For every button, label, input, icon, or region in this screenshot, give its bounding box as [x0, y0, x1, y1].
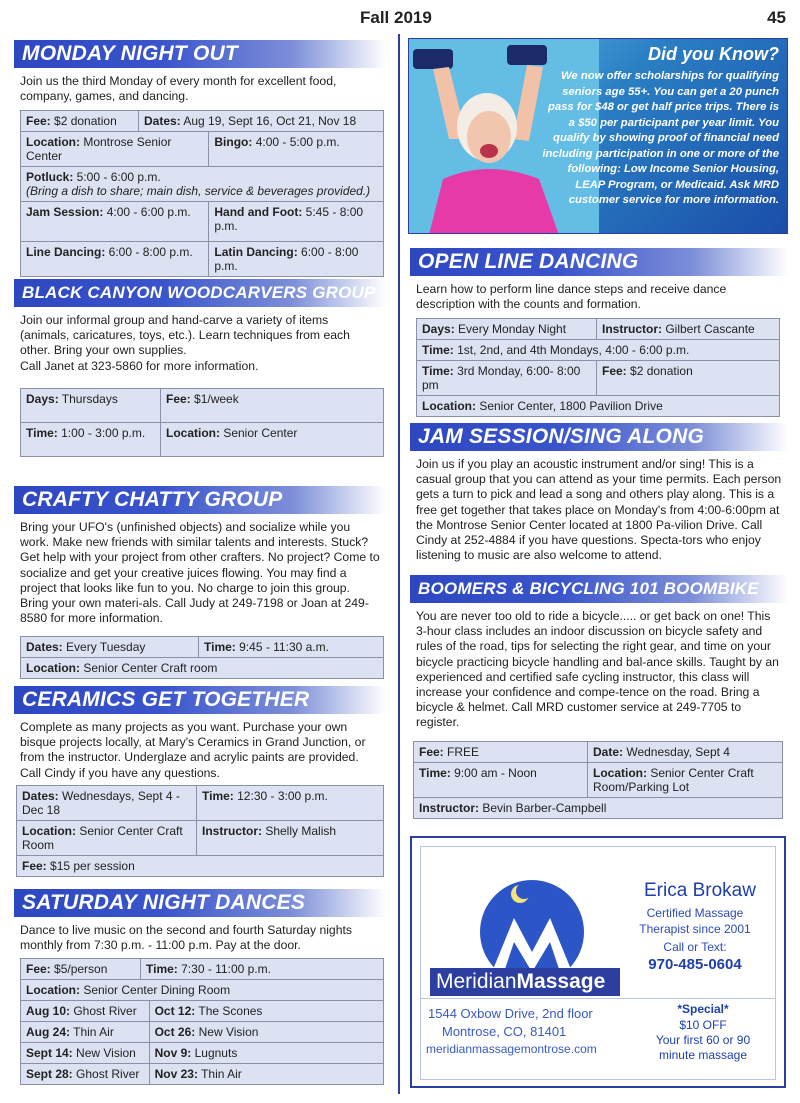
- bingo-cell: Bingo: 4:00 - 5:00 p.m.: [209, 132, 384, 167]
- section-open-line-dancing: [410, 248, 788, 417]
- time-cell: Time: 12:30 - 3:00 p.m.: [197, 785, 384, 820]
- location-cell: Location: Senior Center Craft room: [21, 658, 384, 679]
- certification-line: Certified Massage: [646, 906, 744, 920]
- section-title: MONDAY NIGHT OUT: [14, 40, 386, 68]
- days-cell: Days: Every Monday Night: [417, 319, 597, 340]
- certification-since: Therapist since 2001: [639, 922, 751, 936]
- dance-date-cell: Nov 23: Thin Air: [149, 1064, 383, 1085]
- line-dancing-cell: Line Dancing: 6:00 - 8:00 p.m.: [21, 242, 209, 277]
- did-you-know-title: Did you Know?: [648, 44, 779, 64]
- dance-date-cell: Aug 24: Thin Air: [21, 1022, 150, 1043]
- meridian-massage-wordmark: MeridianMassage: [430, 968, 620, 996]
- time-cell: Time: 1:00 - 3:00 p.m.: [21, 422, 161, 456]
- section-boomers-bicycling: [410, 575, 788, 819]
- location-cell: Location: Senior Center Craft Room/Parking Lot: [588, 762, 783, 797]
- location-cell: Location: Senior Center Craft Room: [17, 820, 197, 855]
- time-cell: Time: 9:00 am - Noon: [414, 762, 588, 797]
- instructor-cell: Instructor: Shelly Malish: [197, 820, 384, 855]
- section-monday-night-out: [14, 40, 386, 277]
- ad-divider: [420, 998, 776, 999]
- dance-date-cell: Aug 10: Ghost River: [21, 1001, 150, 1022]
- location-cell: Location: Senior Center: [161, 422, 384, 456]
- contact-line: Call Janet at 323-5860 for more information.: [20, 358, 259, 373]
- section-description: Bring your UFO's (unfinished objects) and socialize while you work. Make new friends with similar talents and interests. Stuck? Get help with your project from other crafters. No project? Come to socialize and get your creative juices flowing. You may find a project that looks like fun to you. No charge to join this group. Bring your own materi-als. Call Judy at 249-7198 or Joan at 249-8580 for more information.: [20, 520, 380, 626]
- info-table: [20, 636, 384, 679]
- info-table: [20, 388, 384, 457]
- location-cell: Location: Senior Center Dining Room: [21, 980, 384, 1001]
- dance-date-cell: Oct 26: New Vision: [149, 1022, 383, 1043]
- meridian-massage-ad: [410, 836, 786, 1088]
- address-line-1: 1544 Oxbow Drive, 2nd floor: [428, 1006, 593, 1021]
- section-title: OPEN LINE DANCING: [410, 248, 788, 276]
- location-cell: Location: Senior Center, 1800 Pavilion Drive: [417, 396, 780, 417]
- did-you-know-text: We now offer scholarships for qualifying seniors age 55+. You can get a 20 punch pass for $48 or get half price trips. There is a $50 per participant per year limit. You qualify by showing proof of financial need including participation in one or more of the following: Low Income Senior Housing, LEAP Program, or Medicaid. Ask MRD customer service for more information.: [542, 70, 779, 206]
- section-description: Join us if you play an acoustic instrument and/or sing! This is a casual group that you can attend as your time permits. Each person gets a turn to pick and lead a song and others play along. This is a free get together that takes place on Monday's from 4:00-6:00pm at the Montrose Senior Center located at 1800 Pa-vilion Drive. Call Cindy at 252-4884 if you have questions. Specta-tors who enjoy listening to music are also welcome to attend.: [416, 457, 782, 563]
- dates-cell: Dates: Wednesdays, Sept 4 - Dec 18: [17, 785, 197, 820]
- meridian-logo-icon: [462, 872, 602, 982]
- fee-cell: Fee: $2 donation: [21, 111, 139, 132]
- address-line-2: Montrose, CO, 81401: [442, 1024, 567, 1039]
- section-ceramics: [14, 686, 386, 877]
- section-description: Learn how to perform line dance steps and receive dance description with the counts and formation.: [416, 282, 727, 312]
- dates-cell: Dates: Aug 19, Sept 16, Oct 21, Nov 18: [139, 111, 384, 132]
- location-cell: Location: Montrose Senior Center: [21, 132, 209, 167]
- call-or-text-label: Call or Text:: [663, 940, 727, 954]
- therapist-name: Erica Brokaw: [644, 880, 756, 901]
- dance-date-cell: Sept 28: Ghost River: [21, 1064, 150, 1085]
- fee-cell: Fee: $5/person: [21, 959, 141, 980]
- section-description: Dance to live music on the second and fourth Saturday nights monthly from 7:30 p.m. - 11:00 p.m. Pay at the door.: [20, 923, 352, 953]
- dance-date-cell: Oct 12: The Scones: [149, 1001, 383, 1022]
- hand-and-foot-cell: Hand and Foot: 5:45 - 8:00 p.m.: [209, 202, 384, 242]
- time-cell: Time: 9:45 - 11:30 a.m.: [199, 637, 384, 658]
- page-number: 45: [767, 8, 786, 27]
- days-cell: Days: Thursdays: [21, 388, 161, 422]
- section-description: Join us the third Monday of every month for excellent food, company, games, and dancing.: [20, 74, 337, 104]
- jam-cell: Jam Session: 4:00 - 6:00 p.m.: [21, 202, 209, 242]
- time-cell: Time: 1st, 2nd, and 4th Mondays, 4:00 - 6:00 p.m.: [417, 340, 780, 361]
- column-divider: [398, 34, 400, 1094]
- section-saturday-dances: [14, 889, 386, 1085]
- section-title: SATURDAY NIGHT DANCES: [14, 889, 386, 917]
- section-jam-session: [410, 423, 788, 563]
- dance-date-cell: Nov 9: Lugnuts: [149, 1043, 383, 1064]
- did-you-know-box: [408, 38, 788, 234]
- dance-row: [21, 1064, 384, 1085]
- dance-schedule-table: [20, 958, 384, 1085]
- fee-cell: Fee: $15 per session: [17, 855, 384, 876]
- info-table: [416, 318, 780, 417]
- section-woodcarvers: [14, 279, 386, 457]
- section-title: BOOMERS & BICYCLING 101 BOOMBIKE: [410, 575, 788, 603]
- section-description: Join our informal group and hand-carve a variety of items (animals, caricatures, toys, etc.). Learn techniques from each other. Bring your own supplies.: [20, 313, 350, 358]
- special-details-1: Your first 60 or 90: [655, 1033, 751, 1047]
- section-title: CERAMICS GET TOGETHER: [14, 686, 386, 714]
- info-table: [413, 741, 783, 819]
- time-3rd-monday-cell: Time: 3rd Monday, 6:00- 8:00 pm: [417, 361, 597, 396]
- latin-dancing-cell: Latin Dancing: 6:00 - 8:00 p.m.: [209, 242, 384, 277]
- time-cell: Time: 7:30 - 11:00 p.m.: [141, 959, 384, 980]
- dates-cell: Dates: Every Tuesday: [21, 637, 199, 658]
- section-description: You are never too old to ride a bicycle..... or get back on one! This 3-hour class includes an indoor discussion on bicycle safety and rules of the road, tips for selecting the right gear, and time on your bicycle practicing bicycle handling and bal-ance skills. Taught by an experienced and certified safe cycling instructor, this class will increase your confidence and compe-tence on the road. Bring a bicycle & helmet. Call MRD customer service at 249-7705 to register.: [416, 609, 779, 730]
- instructor-cell: Instructor: Bevin Barber-Campbell: [414, 797, 783, 818]
- section-title: BLACK CANYON WOODCARVERS GROUP: [14, 279, 386, 307]
- info-table: [16, 785, 384, 877]
- dance-row: [21, 1043, 384, 1064]
- fee-cell: Fee: FREE: [414, 741, 588, 762]
- section-title: CRAFTY CHATTY GROUP: [14, 486, 386, 514]
- special-discount: $10 OFF: [679, 1018, 727, 1032]
- phone-number[interactable]: 970-485-0604: [648, 956, 742, 973]
- info-table: [20, 110, 384, 277]
- fee-cell: Fee: $1/week: [161, 388, 384, 422]
- dance-row: [21, 1001, 384, 1022]
- potluck-cell: Potluck: 5:00 - 6:00 p.m. (Bring a dish to share; main dish, service & beverages provided.): [21, 167, 384, 202]
- section-crafty-chatty: [14, 486, 386, 679]
- instructor-cell: Instructor: Gilbert Cascante: [597, 319, 780, 340]
- special-details-2: minute massage: [658, 1048, 748, 1062]
- section-description: Complete as many projects as you want. Purchase your own bisque projects locally, at Mary's Ceramics in Grand Junction, or from the instructor. Underglaze and acrylic paints are provided. Call Cindy if you have any questions.: [20, 720, 366, 780]
- date-cell: Date: Wednesday, Sept 4: [588, 741, 783, 762]
- section-title: JAM SESSION/SING ALONG: [410, 423, 788, 451]
- website-link[interactable]: meridianmassagemontrose.com: [426, 1042, 597, 1056]
- dance-row: [21, 1022, 384, 1043]
- dance-date-cell: Sept 14: New Vision: [21, 1043, 150, 1064]
- issue-title: Fall 2019: [360, 8, 432, 27]
- fee-cell: Fee: $2 donation: [597, 361, 780, 396]
- special-heading: *Special*: [677, 1002, 729, 1016]
